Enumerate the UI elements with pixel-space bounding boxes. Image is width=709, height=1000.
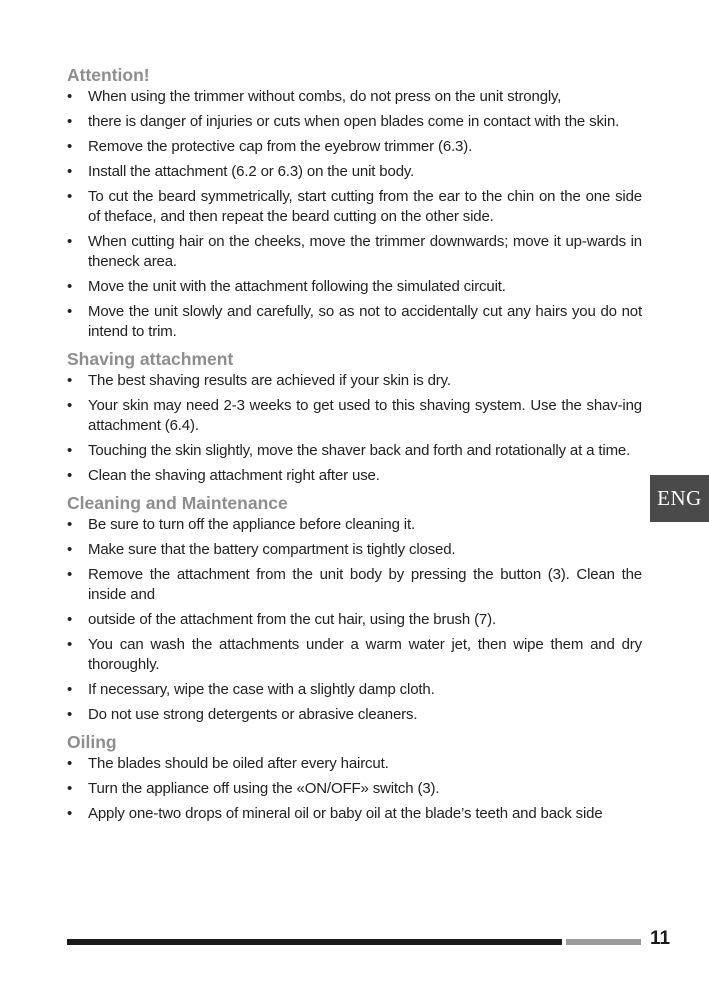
language-tab: ENG	[650, 475, 709, 522]
page-number: 11	[650, 928, 671, 949]
list-item: • When cutting hair on the cheeks, move the trimmer downwards; move it up-wards in theneck area.	[67, 232, 642, 272]
list-item: • Clean the shaving attachment right after use.	[67, 466, 642, 486]
list-item: • You can wash the attachments under a warm water jet, then wipe them and dry thoroughly.	[67, 635, 642, 675]
section-title-oiling: Oiling	[67, 732, 117, 752]
section-title-shaving-attachment: Shaving attachment	[67, 349, 234, 369]
list-item: • To cut the beard symmetrically, start cutting from the ear to the chin on the one side of theface, and then repeat the beard cutting on the other side.	[67, 187, 642, 227]
section-title-cleaning-maintenance: Cleaning and Maintenance	[67, 493, 288, 513]
list-item: • Install the attachment (6.2 or 6.3) on the unit body.	[67, 162, 642, 182]
cleaning-maintenance-list	[67, 515, 642, 725]
list-item: • When using the trimmer without combs, do not press on the unit strongly,	[67, 87, 642, 107]
list-item: • The best shaving results are achieved if your skin is dry.	[67, 371, 642, 391]
list-item: • Do not use strong detergents or abrasive cleaners.	[67, 705, 642, 725]
list-item: • Touching the skin slightly, move the shaver back and forth and rotationally at a time.	[67, 441, 642, 461]
section-title-attention: Attention!	[67, 65, 150, 85]
shaving-attachment-list	[67, 371, 642, 486]
manual-content	[67, 63, 642, 829]
attention-list	[67, 87, 642, 342]
list-item: • Remove the attachment from the unit body by pressing the button (3). Clean the inside and	[67, 565, 642, 605]
list-item: • Move the unit slowly and carefully, so as not to accidentally cut any hairs you do not intend to trim.	[67, 302, 642, 342]
footer-rule-gray	[566, 939, 641, 945]
list-item: • outside of the attachment from the cut hair, using the brush (7).	[67, 610, 642, 630]
list-item: • Make sure that the battery compartment is tightly closed.	[67, 540, 642, 560]
list-item: • Move the unit with the attachment following the simulated circuit.	[67, 277, 642, 297]
list-item: • Apply one-two drops of mineral oil or baby oil at the blade’s teeth and back side	[67, 804, 642, 824]
list-item: • there is danger of injuries or cuts when open blades come in contact with the skin.	[67, 112, 642, 132]
list-item: • Remove the protective cap from the eyebrow trimmer (6.3).	[67, 137, 642, 157]
list-item: • The blades should be oiled after every haircut.	[67, 754, 642, 774]
footer-rule-dark	[67, 939, 562, 945]
list-item: • If necessary, wipe the case with a slightly damp cloth.	[67, 680, 642, 700]
oiling-list	[67, 754, 642, 824]
list-item: • Be sure to turn off the appliance before cleaning it.	[67, 515, 642, 535]
list-item: • Your skin may need 2-3 weeks to get used to this shaving system. Use the shav-ing attachment (6.4).	[67, 396, 642, 436]
list-item: • Turn the appliance off using the «ON/OFF» switch (3).	[67, 779, 642, 799]
